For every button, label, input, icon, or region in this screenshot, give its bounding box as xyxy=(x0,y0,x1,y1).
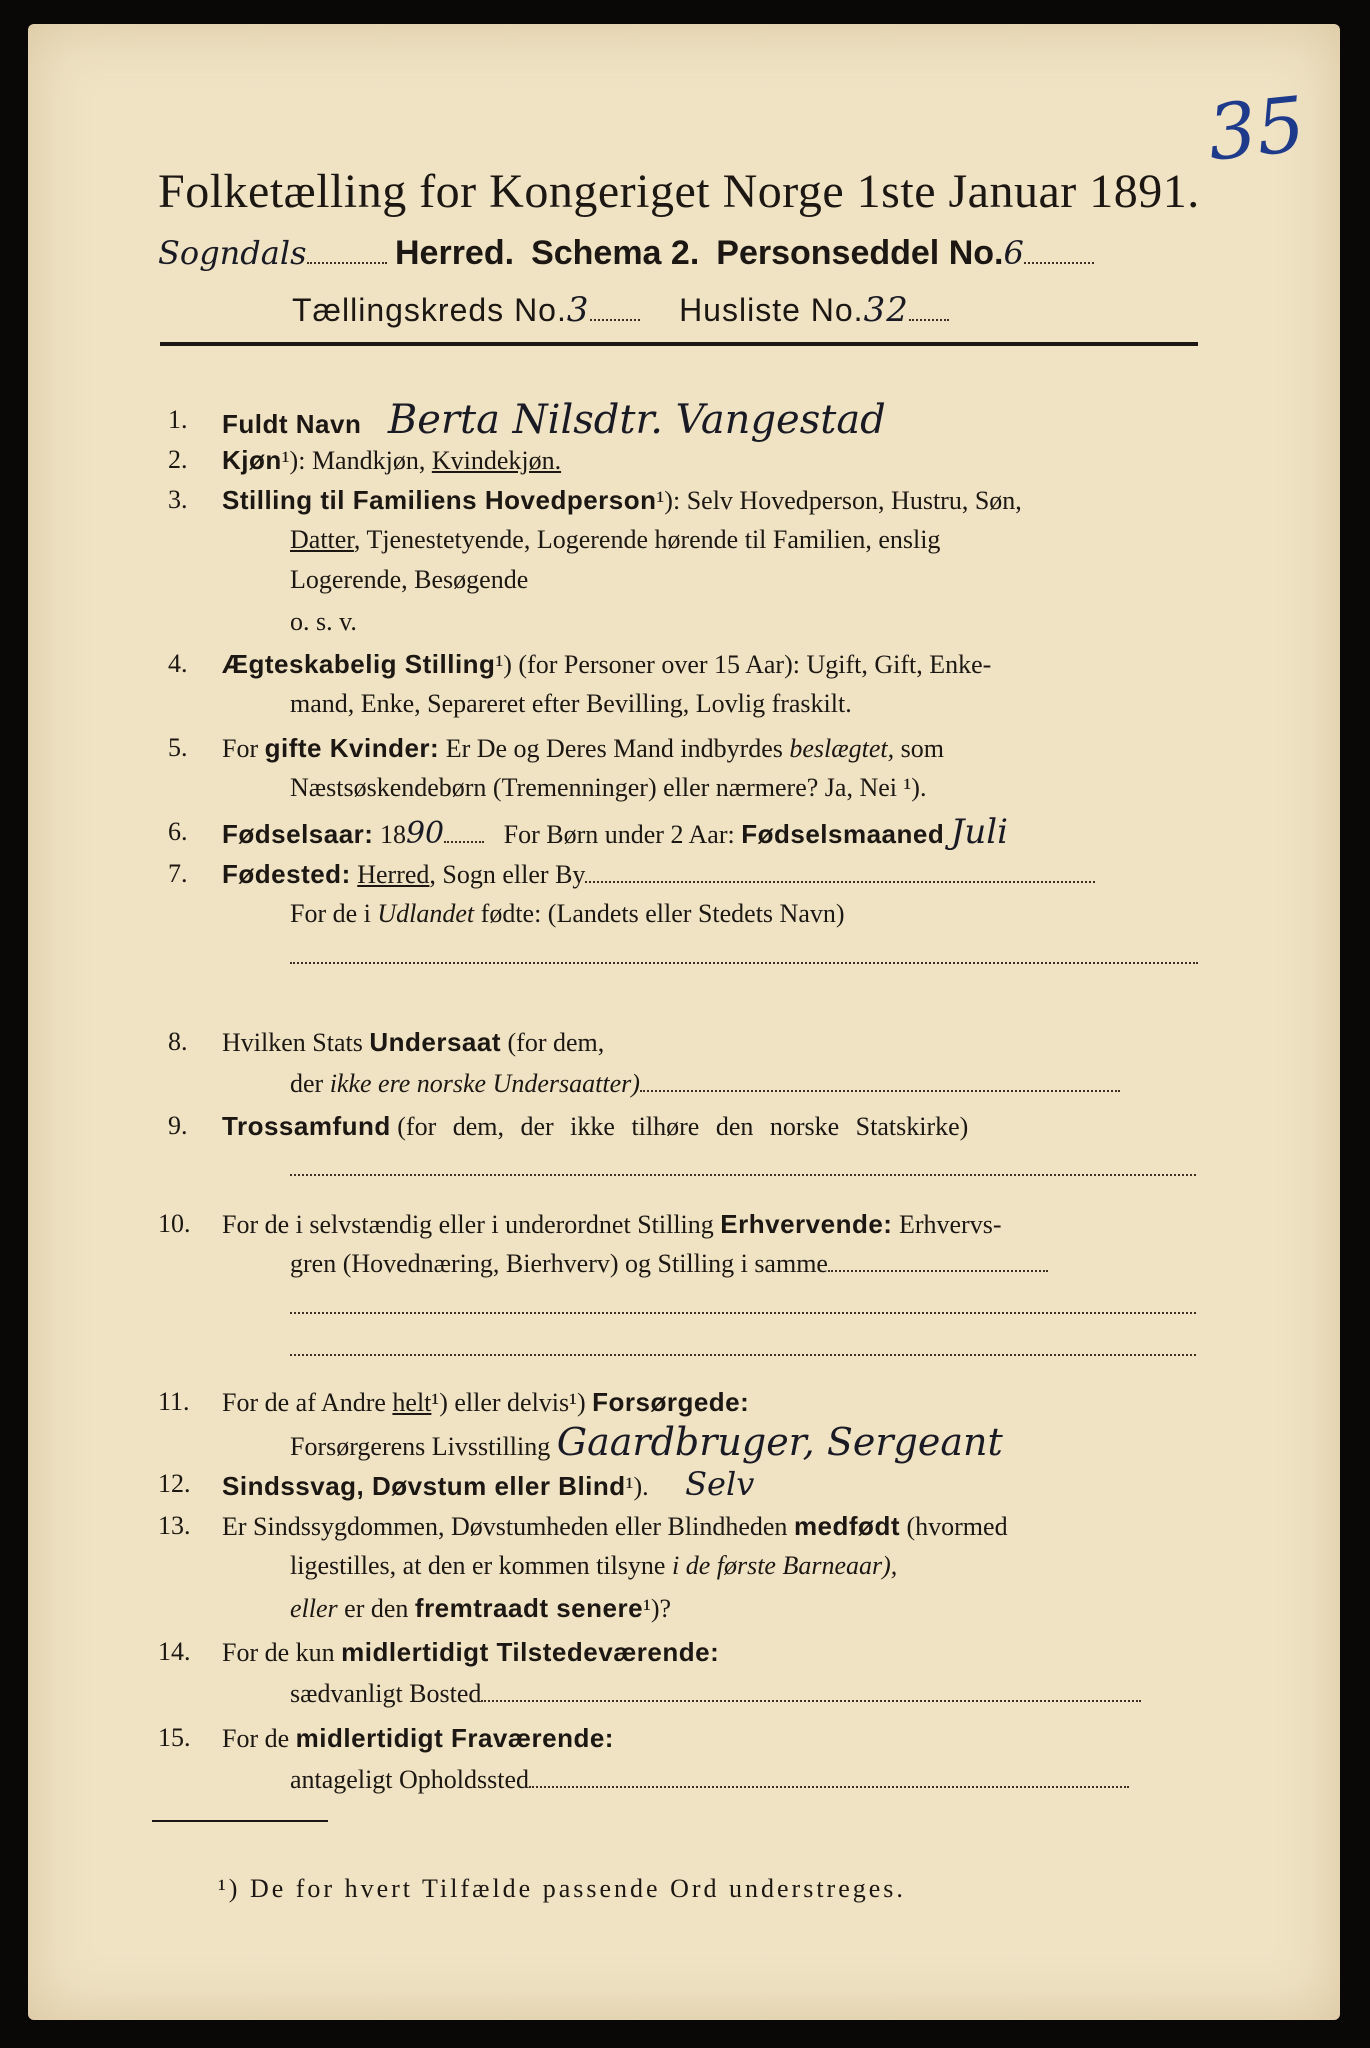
item-12-number: 12. xyxy=(158,1469,191,1498)
herred-underlined: Herred xyxy=(357,860,430,889)
item-9-number: 9. xyxy=(168,1111,188,1140)
item-13-line-3 xyxy=(290,1588,671,1629)
item-7-country: fødte: (Landets eller Stedets Navn) xyxy=(480,899,845,928)
item-7-blank xyxy=(290,936,1198,976)
birthplace-label: Fødested: xyxy=(222,859,351,889)
item-10-text: For de i selvstændig eller i underordnet Stilling xyxy=(222,1210,714,1239)
header-divider xyxy=(160,342,1198,346)
sex-female-underlined: Kvindekjøn. xyxy=(431,446,562,475)
item-9-blank xyxy=(290,1148,1196,1188)
husliste-number: 32 xyxy=(863,290,909,330)
presumed-whereabouts-label: antageligt Opholdssted xyxy=(290,1765,530,1794)
item-7-number: 7. xyxy=(168,859,188,888)
birth-year-label: Fødselsaar: xyxy=(222,819,374,849)
item-10-branch: gren (Hovednæring, Bierhverv) og Stilling i samme xyxy=(290,1249,828,1278)
birth-month-value: Juli xyxy=(950,812,1009,852)
married-women-label: gifte Kvinder: xyxy=(264,733,440,763)
item-5-related: beslægtet, xyxy=(789,734,895,763)
item-4-line-2: mand, Enke, Separeret efter Bevilling, Lovlig fraskilt. xyxy=(290,689,852,718)
item-13-hvormed: (hvormed xyxy=(906,1512,1008,1541)
subject-label: Undersaat xyxy=(369,1027,501,1057)
item-3-line-2 xyxy=(290,520,940,560)
item-6-number: 6. xyxy=(168,817,188,846)
item-7-for: For de i xyxy=(290,899,371,928)
item-14 xyxy=(222,1632,719,1673)
kreds-label: Tællingskreds No. xyxy=(292,292,567,328)
item-15-number: 15. xyxy=(158,1723,191,1752)
disability-value: Selv xyxy=(685,1465,755,1503)
under-two-label: For Børn under 2 Aar: xyxy=(503,820,735,849)
birth-month-label: Fødselsmaaned xyxy=(741,819,945,849)
item-5-number: 5. xyxy=(168,733,188,762)
religion-label: Trossamfund xyxy=(222,1111,391,1141)
item-13-number: 13. xyxy=(158,1511,191,1540)
item-4-number: 4. xyxy=(168,649,188,678)
husliste-label: Husliste No. xyxy=(679,292,864,328)
kreds-row xyxy=(292,290,949,330)
item-2 xyxy=(222,440,561,481)
item-1 xyxy=(222,397,886,445)
kreds-number: 3 xyxy=(566,290,590,330)
item-13 xyxy=(222,1506,1008,1547)
item-4 xyxy=(222,644,991,685)
item-10-line-2 xyxy=(290,1244,1048,1284)
item-9 xyxy=(222,1106,968,1147)
item-15 xyxy=(222,1718,614,1759)
item-10-number: 10. xyxy=(158,1209,191,1238)
birth-year-value: 90 xyxy=(405,816,445,851)
item-11-helt: helt xyxy=(392,1388,432,1417)
temporary-absent-label: midlertidigt Fraværende: xyxy=(295,1723,614,1753)
provider-occupation-label: Forsørgerens Livsstilling xyxy=(290,1432,551,1461)
occupation-label: Erhvervende: xyxy=(720,1209,893,1239)
congenital-label: medfødt xyxy=(793,1511,900,1541)
item-13-er-den: er den xyxy=(344,1594,409,1623)
item-11-delvis: ¹) eller delvis xyxy=(431,1388,570,1417)
item-13-text: Er Sindssygdommen, Døvstumheden eller Blindheden xyxy=(222,1512,788,1541)
item-11-sup: ¹) xyxy=(569,1388,586,1417)
birth-year-prefix: 18 xyxy=(379,820,406,849)
item-3 xyxy=(222,480,1022,521)
family-position-label: Stilling til Familiens Hovedperson xyxy=(222,485,657,515)
full-name-value: Berta Nilsdtr. Vangestad xyxy=(387,397,886,443)
item-8-line-2 xyxy=(290,1064,1120,1104)
religion-question: (for dem, der ikke tilhøre den norske Statskirke) xyxy=(397,1112,969,1141)
marital-status-label: Ægteskabelig Stilling xyxy=(222,649,496,679)
item-13-childhood: i de første Barneaar), xyxy=(671,1551,898,1580)
sex-label: Kjøn xyxy=(222,445,282,475)
item-11-number: 11. xyxy=(158,1387,190,1416)
form-title: Folketælling for Kongeriget Norge 1ste Januar 1891. xyxy=(158,165,1200,218)
sex-options: ¹): Mandkjøn, xyxy=(281,446,426,475)
item-13-eller: eller xyxy=(290,1594,338,1623)
full-name-label: Fuldt Navn xyxy=(222,409,362,439)
supported-label: Forsørgede: xyxy=(592,1387,750,1417)
item-8-paren: (for dem, xyxy=(507,1028,605,1057)
item-14-number: 14. xyxy=(158,1637,191,1666)
item-13-line-2 xyxy=(290,1546,897,1586)
item-10-blank-2 xyxy=(290,1328,1196,1368)
item-10-erhvervs: Erhvervs- xyxy=(898,1210,1002,1239)
item-8-text: Hvilken Stats xyxy=(222,1028,363,1057)
disability-label: Sindssvag, Døvstum eller Blind xyxy=(222,1471,626,1501)
family-position-options-2: , Tjenestetyende, Logerende hørende til Familien, enslig xyxy=(353,525,941,554)
item-3-line-4: o. s. v. xyxy=(290,607,357,636)
personseddel-label: Personseddel No. xyxy=(716,234,1004,272)
item-14-text: For de kun xyxy=(222,1638,335,1667)
item-14-line-2 xyxy=(290,1674,1141,1714)
temporary-present-label: midlertidigt Tilstedeværende: xyxy=(341,1637,720,1667)
item-3-line-3: Logerende, Besøgende xyxy=(290,565,529,594)
item-10-blank-1 xyxy=(290,1286,1196,1326)
schema-label: Schema 2. xyxy=(531,234,700,272)
personseddel-number: 6 xyxy=(1003,234,1024,272)
item-5-line-2: Næstsøskendebørn (Tremenninger) eller nærmere? Ja, Nei ¹). xyxy=(290,773,927,802)
footnote: ¹) De for hvert Tilfælde passende Ord understreges. xyxy=(218,1874,906,1903)
provider-occupation-value: Gaardbruger, Sergeant xyxy=(556,1420,1003,1464)
item-5-for: For xyxy=(222,734,259,763)
item-15-text: For de xyxy=(222,1724,290,1753)
birthplace-options: , Sogn eller By xyxy=(429,860,586,889)
marital-status-options-1: ¹) (for Personer over 15 Aar): Ugift, Gift, Enke- xyxy=(495,650,992,679)
later-onset-label: fremtraadt senere xyxy=(414,1593,644,1623)
item-1-number: 1. xyxy=(168,405,188,434)
item-15-line-2 xyxy=(290,1760,1129,1800)
footnote-divider xyxy=(152,1820,328,1822)
item-8-not-norwegian: ikke ere norske Undersaatter) xyxy=(329,1069,640,1098)
item-12-sup: ¹). xyxy=(625,1472,649,1501)
item-7 xyxy=(222,854,1095,895)
item-2-number: 2. xyxy=(168,445,188,474)
item-11-line-2 xyxy=(290,1422,1003,1467)
census-form-page xyxy=(28,24,1340,2020)
usual-residence-label: sædvanligt Bosted xyxy=(290,1679,482,1708)
item-13-sup: ¹)? xyxy=(643,1594,672,1623)
herred-row xyxy=(158,234,1094,273)
item-13-ligestilles: ligestilles, at den er kommen tilsyne xyxy=(290,1551,666,1580)
item-6 xyxy=(222,812,1008,855)
item-8-number: 8. xyxy=(168,1027,188,1056)
item-10 xyxy=(222,1204,1001,1245)
family-position-options-1: ¹): Selv Hovedperson, Hustru, Søn, xyxy=(656,486,1022,515)
corner-number: 35 xyxy=(1203,79,1310,178)
item-5-som: som xyxy=(900,734,944,763)
item-3-number: 3. xyxy=(168,485,188,514)
item-7-line-2 xyxy=(290,894,845,934)
item-11-text: For de af Andre xyxy=(222,1388,386,1417)
item-12 xyxy=(222,1464,754,1507)
item-5-question: Er De og Deres Mand indbyrdes xyxy=(445,734,783,763)
herred-label: Herred. xyxy=(395,234,515,272)
item-7-abroad: Udlandet xyxy=(377,899,475,928)
item-5 xyxy=(222,728,944,769)
daughter-underlined: Datter xyxy=(290,525,354,554)
item-8-der: der xyxy=(290,1069,324,1098)
herred-value: Sogndals xyxy=(158,234,307,272)
item-11 xyxy=(222,1382,749,1423)
item-8 xyxy=(222,1022,604,1063)
